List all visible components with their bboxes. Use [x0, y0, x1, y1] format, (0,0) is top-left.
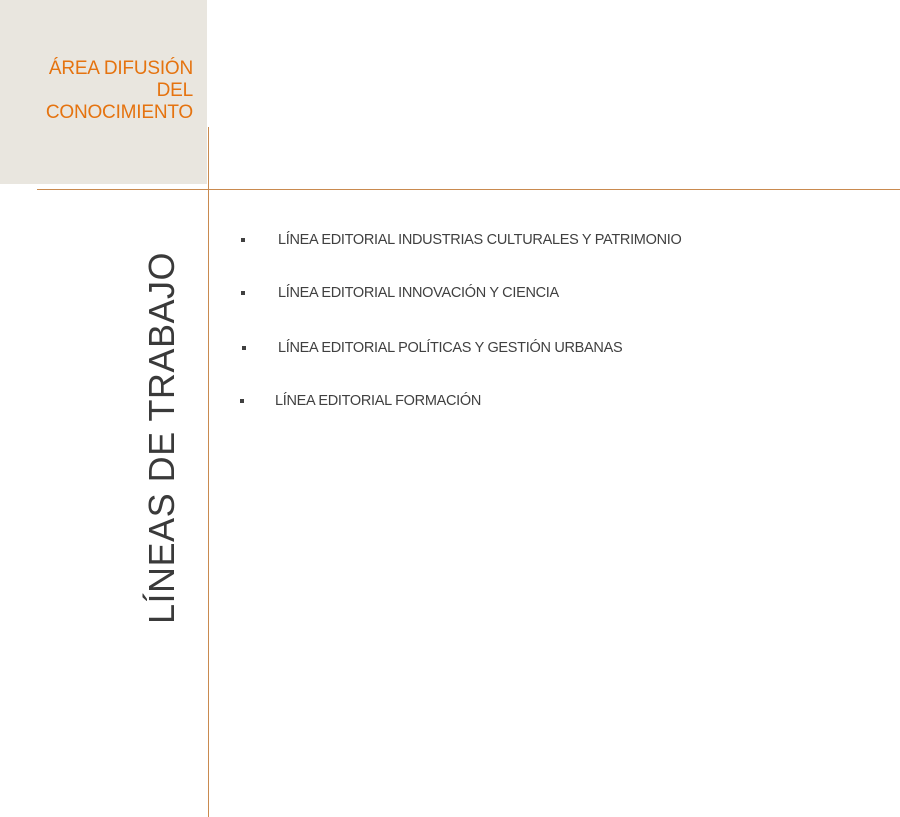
- square-bullet-icon: [240, 399, 244, 403]
- list-item: [241, 232, 681, 248]
- square-bullet-icon: [241, 238, 245, 242]
- corner-block: [0, 0, 207, 184]
- list-item-label: LÍNEA EDITORIAL POLÍTICAS Y GESTIÓN URBANAS: [278, 340, 623, 356]
- list-item-label: LÍNEA EDITORIAL FORMACIÓN: [275, 393, 482, 409]
- list-item: [240, 393, 481, 409]
- square-bullet-icon: [242, 346, 246, 350]
- section-title: LÍNEAS DE TRABAJO: [141, 252, 182, 624]
- vertical-divider: [208, 127, 209, 817]
- list-item: [242, 340, 622, 356]
- area-title-line-3: CONOCIMIENTO: [45, 102, 193, 123]
- list-item: [241, 285, 559, 301]
- list-item-label: LÍNEA EDITORIAL INNOVACIÓN Y CIENCIA: [278, 285, 559, 301]
- area-title-line-2: DEL: [156, 80, 193, 101]
- area-title: [3, 58, 193, 124]
- square-bullet-icon: [241, 291, 245, 295]
- area-title-line-1: ÁREA DIFUSIÓN: [48, 58, 193, 79]
- list-item-label: LÍNEA EDITORIAL INDUSTRIAS CULTURALES Y PATRIMONIO: [278, 232, 682, 248]
- horizontal-divider: [37, 189, 900, 190]
